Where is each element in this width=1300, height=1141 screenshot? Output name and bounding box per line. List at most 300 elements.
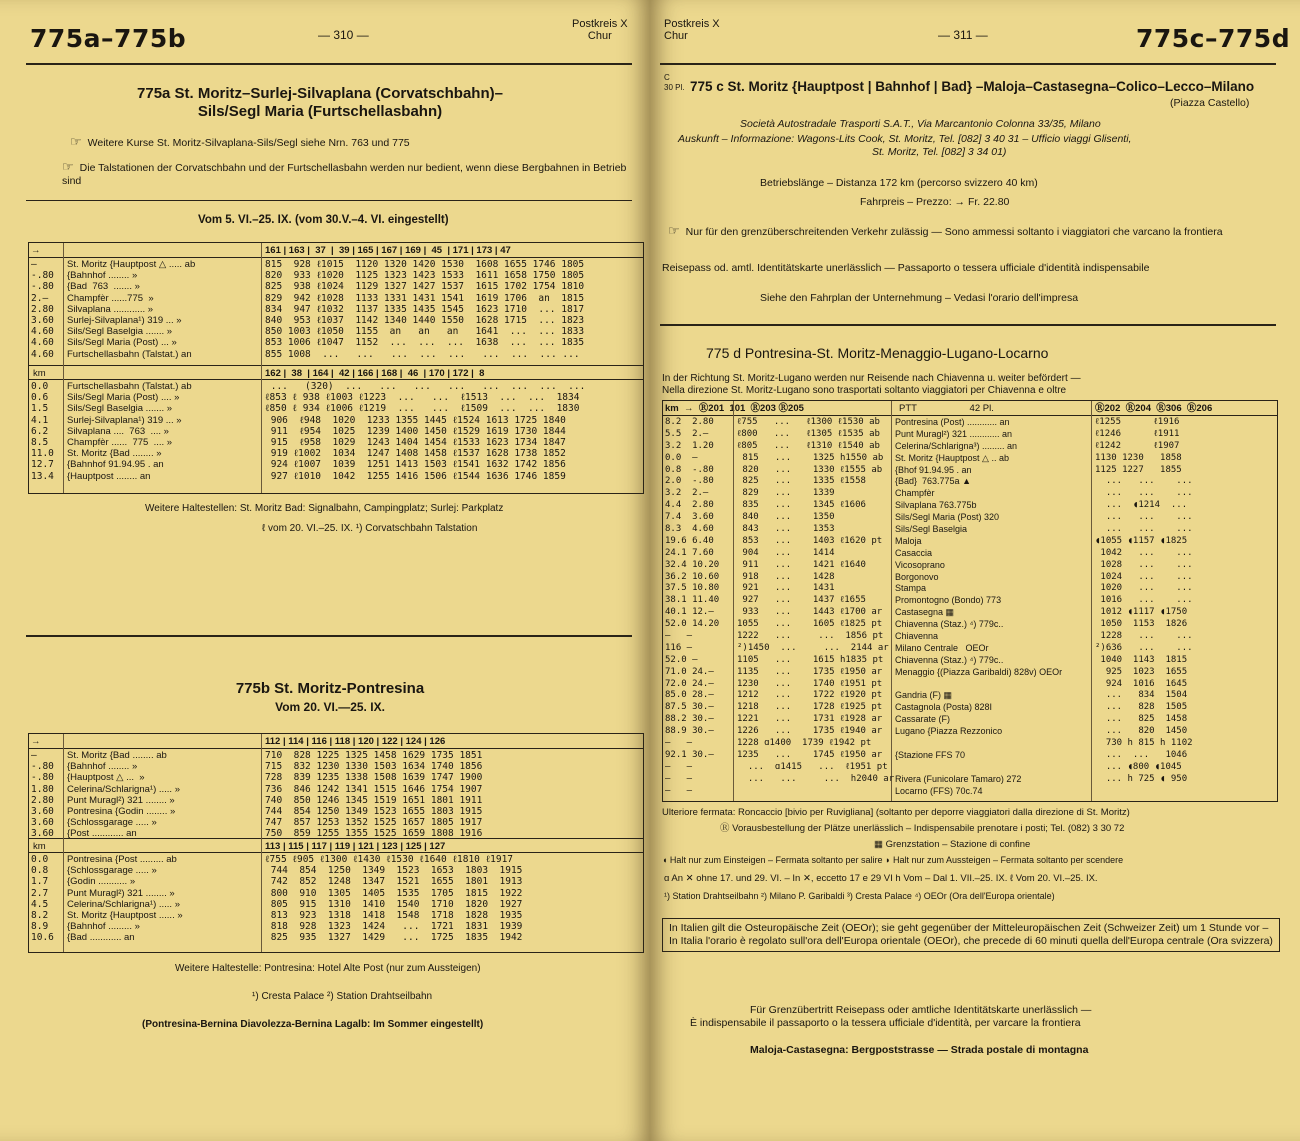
t775a-times-up <box>265 381 585 482</box>
time-row: 818 928 1323 1424 ... 1721 1831 1939 <box>265 921 523 933</box>
km-value: 85.0 28.— <box>665 690 714 701</box>
station-name: {Hauptpost △ ... » <box>67 772 145 784</box>
station-name: Maloja <box>895 535 922 546</box>
station-name: Castasegna ▦ <box>895 607 955 618</box>
departure-times: 829 ... 1339 <box>737 488 835 499</box>
km-value: — <box>31 259 37 270</box>
station-name: Furtschellasbahn (Talstat.) an <box>67 348 192 360</box>
station-name: Sils/Segl Maria (Post) 320 <box>895 512 1000 523</box>
time-row: 744 854 1250 1349 1523 1655 1803 1915 <box>265 805 483 817</box>
return-times: 1016 ... ... <box>1095 595 1193 606</box>
station-name: Pontresina {Godin ........ » <box>67 805 176 817</box>
t775c-info2: St. Moritz, Tel. [082] 3 34 01) <box>872 146 1007 158</box>
km-value: 1.5 <box>31 403 49 415</box>
time-row: 911 ℓ954 1025 1239 1400 1450 ℓ1529 1619 1730 1844 <box>265 425 566 437</box>
departure-times: ℓ805 ... ℓ1310 ℓ1540 ab <box>737 440 880 451</box>
departure-times: 1230 ... 1740 ℓ1951 pt <box>737 678 883 689</box>
station-name: Silvaplana 763.775b <box>895 500 977 511</box>
station-name: Surlej-Silvaplana¹) 319 ... » <box>67 414 182 426</box>
departure-times: ²)1450 ... ... 2144 ar <box>737 642 889 653</box>
time-row: 855 1008 ... ... ... ... ... ... ... ... ... <box>265 348 580 360</box>
km-value: 3.2 1.20 <box>665 440 714 451</box>
departure-times: 1218 ... 1728 ℓ1925 pt <box>737 702 883 713</box>
time-row: 906 ℓ948 1020 1233 1355 1445 ℓ1524 1613 1725 1840 <box>265 414 566 426</box>
return-times: ... ... ... <box>1095 476 1193 487</box>
station-name: St. Moritz {Hauptpost △ ..... ab <box>67 259 196 270</box>
return-times: 1028 ... ... <box>1095 559 1193 570</box>
km-value: -.80 <box>31 761 54 773</box>
km-value: 88.9 30.— <box>665 726 714 737</box>
time-row: 813 923 1318 1418 1548 1718 1828 1935 <box>265 909 523 921</box>
t775d-head-mid: PTT 42 Pl. <box>899 403 994 414</box>
km-value: -.80 <box>31 281 54 293</box>
km-value: 8.3 4.60 <box>665 524 714 535</box>
station-name: Castagnola (Posta) 828I <box>895 702 993 713</box>
station-name: Pontresina {Post ......... ab <box>67 854 177 865</box>
t775c-class: C 30 Pl. <box>664 73 685 92</box>
km-value: 11.0 <box>31 448 54 460</box>
km-value: 52.0 14.20 <box>665 619 720 630</box>
table-range-title: 775a–775b <box>30 24 187 53</box>
departure-times: 921 ... 1431 <box>737 583 835 594</box>
km-value: 3.60 <box>31 817 54 829</box>
right-page <box>650 0 1300 1141</box>
km-value: 40.1 12.— <box>665 607 714 618</box>
time-row: 715 832 1230 1330 1503 1634 1740 1856 <box>265 761 483 773</box>
km-value: 3.60 <box>31 828 54 840</box>
return-times: 1042 ... ... <box>1095 547 1193 558</box>
table-row <box>663 500 1277 512</box>
t775c-note1 <box>668 224 1268 239</box>
station-name: {Bad} 763.775a ▲ <box>895 476 971 487</box>
t775a-title-line1: 775a St. Moritz–Surlej-Silvaplana (Corvatschbahn)– <box>137 85 503 102</box>
station-name: Locarno (FFS) 70c.74 <box>895 785 983 796</box>
table-row <box>663 607 1277 619</box>
km-value: 52.0 — <box>665 654 698 665</box>
table-row <box>663 536 1277 548</box>
t775a-km-up <box>31 381 54 482</box>
km-value: 0.0 <box>31 381 49 392</box>
t775d-reservation: Ⓡ Vorausbestellung der Plätze unerlässlich – Indispensabile prenotare i posti; Tel. (082) 3 30 72 <box>720 823 1125 834</box>
km-value: 71.0 24.— <box>665 666 714 677</box>
time-row: 820 933 ℓ1020 1125 1323 1423 1533 1611 1658 1750 1805 <box>265 270 585 282</box>
t775d-footnotes: ¹) Station Drahtseilbahn ²) Milano P. Garibaldi ³) Cresta Palace ⁴) OEOr (Ora dell'Europa orientale) <box>664 891 1055 901</box>
station-name: {Schlossgarage ..... » <box>67 817 157 829</box>
table-row <box>663 548 1277 560</box>
departure-times: 853 ... 1403 ℓ1620 pt <box>737 535 883 546</box>
km-value: 1.7 <box>31 876 49 888</box>
time-row: 744 854 1250 1349 1523 1653 1803 1915 <box>265 865 523 877</box>
station-name: Champfèr ...... 775 .... » <box>67 436 173 448</box>
station-name: {Post ............ an <box>67 828 137 840</box>
grid-column <box>63 734 64 952</box>
station-name: {Bahnhof ......... » <box>67 921 140 933</box>
table-row <box>663 595 1277 607</box>
t775a-km-down <box>31 259 54 360</box>
t775b-timetable <box>28 733 644 953</box>
grid-line <box>29 852 643 853</box>
t775c-title: 775 c St. Moritz {Hauptpost | Bahnhof | Bad} –Maloja–Castasegna–Colico–Lecco–Milano <box>690 79 1255 94</box>
return-times: 1020 ... ... <box>1095 583 1193 594</box>
km-value: — <box>31 750 37 761</box>
t775d-head-left: km → Ⓡ201 101 Ⓡ203 Ⓡ205 <box>665 403 804 414</box>
grid-line <box>29 365 643 366</box>
t775d-title: 775 d Pontresina-St. Moritz-Menaggio-Lugano-Locarno <box>706 345 1049 361</box>
time-row: 736 846 1242 1341 1515 1646 1754 1907 <box>265 783 483 795</box>
t775a-times-down <box>265 259 584 360</box>
grid-line <box>29 379 643 380</box>
table-row <box>663 774 1277 786</box>
km-value: 4.1 <box>31 414 49 426</box>
t775a-note2-text: Die Talstationen der Corvatschbahn und der Furtschellasbahn werden nur bedient, wenn diese Bergbahnen in Betrieb sind <box>62 162 627 187</box>
time-row: 750 859 1255 1355 1525 1659 1808 1916 <box>265 828 483 840</box>
km-value: 87.5 30.— <box>665 702 714 713</box>
t775b-foot3: (Pontresina-Bernina Diavolezza-Bernina Lagalb: Im Sommer eingestellt) <box>142 1019 484 1030</box>
km-value: 24.1 7.60 <box>665 547 714 558</box>
departure-times: 1221 ... 1731 ℓ1928 ar <box>737 714 883 725</box>
border-note-de: Für Grenzübertritt Reisepass oder amtliche Identitätskarte unerlässlich — <box>750 1004 1092 1016</box>
departure-times: 815 ... 1325 h1550 ab <box>737 452 884 463</box>
station-name: Chiavenna (Staz.) ⁴) 779c.. <box>895 619 1004 630</box>
t775b-train-numbers-down: 112 | 114 | 116 | 118 | 120 | 122 | 124 | 126 <box>265 736 446 747</box>
table-row <box>663 429 1277 441</box>
station-name: {Bad 763 ....... » <box>67 281 140 293</box>
station-name: Cassarate (F) <box>895 714 951 725</box>
station-name: St. Moritz {Hauptpost ...... » <box>67 909 183 921</box>
station-name: {Schlossgarage ..... » <box>67 865 157 877</box>
table-row <box>663 488 1277 500</box>
table-range-title: 775c–775d <box>1136 24 1291 53</box>
table-row <box>663 465 1277 477</box>
return-times: ... ◖800 ◖1045 <box>1095 761 1182 772</box>
km-value: 8.2 2.80 <box>665 417 714 427</box>
time-row: 742 852 1248 1347 1521 1655 1801 1913 <box>265 876 523 888</box>
return-times: ... 825 1458 <box>1095 714 1188 725</box>
t775b-times-down <box>265 750 482 840</box>
station-name: Celerina/Schlarigna³) ......... an <box>895 440 1018 451</box>
t775c-note1-text: Nur für den grenzüberschreitenden Verkehr zulässig — Sono ammessi soltanto i viaggiatori che varcano la frontiera <box>685 226 1223 238</box>
table-row <box>663 476 1277 488</box>
table-row <box>663 560 1277 572</box>
departure-times: 1212 ... 1722 ℓ1920 pt <box>737 690 883 701</box>
station-name: Champfèr ......775 » <box>67 292 154 304</box>
table-row <box>663 441 1277 453</box>
return-times: 730 h 815 h 1102 <box>1095 738 1193 749</box>
km-value: 1.80 <box>31 783 54 795</box>
departure-times: 918 ... 1428 <box>737 571 835 582</box>
station-name: Vicosoprano <box>895 559 945 570</box>
station-name: Punt Muragl²) 321 ............ an <box>895 428 1013 439</box>
table-row <box>663 643 1277 655</box>
return-times: ... 820 1450 <box>1095 726 1188 737</box>
t775c-info1: Auskunft – Informazione: Wagons-Lits Cook, St. Moritz, Tel. [082] 3 40 31 – Ufficio viaggi Glisenti, <box>678 133 1132 145</box>
time-row: ℓ850 ℓ 934 ℓ1006 ℓ1219 ... ... ℓ1509 ... ... 1830 <box>265 403 580 415</box>
station-name: {Bahnhof ........ » <box>67 761 138 773</box>
station-name: Menaggio {(Piazza Garibaldi) 828v) OEOr <box>895 666 1063 677</box>
t775c-subtitle: (Piazza Castello) <box>1170 97 1250 109</box>
km-value: 2.80 <box>31 794 54 806</box>
return-times: 1040 1143 1815 <box>1095 654 1188 665</box>
station-name: Sils/Segl Baselgia <box>895 524 968 535</box>
table-row <box>663 762 1277 774</box>
return-times: 1130 1230 1858 <box>1095 452 1182 463</box>
station-name: {Hauptpost ........ an <box>67 470 151 482</box>
time-row: 850 1003 ℓ1050 1155 an an an 1641 ... ... 1833 <box>265 326 585 338</box>
t775c-note2: Reisepass od. amtl. Identitätskarte unerlässlich — Passaporto o tessera ufficiale d'identità indispensabile <box>662 262 1150 274</box>
km-value: 7.4 3.60 <box>665 512 714 523</box>
t775b-title-line1: 775b St. Moritz-Pontresina <box>235 680 425 697</box>
departure-times: ℓ800 ... ℓ1305 ℓ1535 ab <box>737 428 880 439</box>
t775c-operator: Società Autostradale Trasporti S.A.T., Via Marcantonio Colonna 33/35, Milano <box>740 118 1101 130</box>
return-times: ◖1055 ◖1157 ◖1825 <box>1095 535 1188 546</box>
return-times: ... 834 1504 <box>1095 690 1188 701</box>
t775a-foot2: ℓ vom 20. VI.–25. IX. ¹) Corvatschbahn Talstation <box>262 523 478 534</box>
station-name: Silvaplana .... 763 .... » <box>67 425 169 437</box>
arrow-label: → <box>31 245 41 256</box>
border-note-it: È indispensabile il passaporto o la tessera ufficiale d'identità, per varcare la frontiera <box>690 1017 1081 1029</box>
km-value: 12.7 <box>31 459 54 471</box>
t775c-length: Betriebslänge – Distanza 172 km (percorso svizzero 40 km) <box>760 177 1038 189</box>
station-name: Furtschellasbahn (Talstat.) ab <box>67 381 192 392</box>
right-page-header <box>650 18 1300 68</box>
t775d-timetable <box>662 400 1278 802</box>
time-row: 747 857 1253 1352 1525 1657 1805 1917 <box>265 817 483 829</box>
station-name: Celerina/Schlarigna¹) ..... » <box>67 898 180 910</box>
table-row <box>663 453 1277 465</box>
departure-times: 1055 ... 1605 ℓ1825 pt <box>737 619 883 630</box>
station-name: {Stazione FFS 70 <box>895 749 966 760</box>
km-value: 38.1 11.40 <box>665 595 720 606</box>
station-name: {Bhof 91.94.95 . an <box>895 464 972 475</box>
km-value: 92.1 30.— <box>665 749 714 760</box>
header-rule <box>660 63 1276 65</box>
page-number: — 311 — <box>938 28 988 42</box>
arrow-label: → <box>31 736 41 747</box>
station-name: Gandria (F) ▦ <box>895 690 953 701</box>
station-name: Chiavenna <box>895 631 939 642</box>
station-name: Punt Muragl²) 321 ........ » <box>67 887 175 899</box>
km-value: 8.5 <box>31 436 49 448</box>
t775a-note1 <box>70 135 620 150</box>
station-name: Rivera (Funicolare Tamaro) 272 <box>895 773 1022 784</box>
t775d-legend: ɑ An ✕ ohne 17. und 29. VI. – In ✕, eccetto 17 e 29 VI h Vom – Dal 1. VII.–25. IX. ℓ Vom 20. VI.–25. IX. <box>664 873 1098 884</box>
departure-times: 904 ... 1414 <box>737 547 835 558</box>
table-row <box>663 667 1277 679</box>
time-row: ℓ853 ℓ 938 ℓ1003 ℓ1223 ... ... ℓ1513 ... ... 1834 <box>265 392 580 404</box>
station-name: Silvaplana ............ » <box>67 303 154 315</box>
departure-times: 840 ... 1350 <box>737 512 835 523</box>
return-times: 1125 1227 1855 <box>1095 464 1182 475</box>
time-row: 840 953 ℓ1037 1142 1340 1440 1550 1628 1715 ... 1823 <box>265 314 585 326</box>
time-row: 924 ℓ1007 1039 1251 1413 1503 ℓ1541 1632 1742 1856 <box>265 459 566 471</box>
km-value: 37.5 10.80 <box>665 583 720 594</box>
km-value: 2.0 -.80 <box>665 476 714 487</box>
station-name: Punt Muragl²) 321 ........ » <box>67 794 175 806</box>
time-row: 829 942 ℓ1028 1133 1331 1431 1541 1619 1706 an 1815 <box>265 292 585 304</box>
table-row <box>663 786 1277 798</box>
station-name: Sils/Segl Maria (Post) ... » <box>67 337 177 349</box>
table-row <box>663 583 1277 595</box>
km-label: km <box>33 841 46 852</box>
table-row <box>663 619 1277 631</box>
table-row <box>663 714 1277 726</box>
station-name: Sils/Segl Baselgia ....... » <box>67 403 173 415</box>
grid-column <box>261 243 262 493</box>
station-name: Champfèr <box>895 488 935 499</box>
t775b-foot2: ¹) Cresta Palace ²) Station Drahtseilbahn <box>252 991 433 1002</box>
departure-times: 835 ... 1345 ℓ1606 <box>737 500 866 511</box>
t775d-border-station: ▦ Grenzstation – Stazione di confine <box>874 839 1031 850</box>
return-times: ²)636 ... ... <box>1095 642 1193 653</box>
t775d-halt-note: ◖ Halt nur zum Einsteigen – Fermata soltanto per salire ◗ Halt nur zum Aussteigen – Fermata soltanto per scendere <box>662 855 1124 865</box>
km-value: — — <box>665 773 693 784</box>
station-name: {Bahnhof 91.94.95 . an <box>67 459 164 471</box>
km-value: — — <box>665 631 693 642</box>
departure-times: ... ɑ1415 ... ℓ1951 pt <box>737 761 888 772</box>
km-value: 8.9 <box>31 921 49 933</box>
time-zone-notice: In Italien gilt die Osteuropäische Zeit (OEOr); sie geht gegenüber der Mitteleuropäischen Zeit (Schweizer Zeit) um 1 Stunde vor – In Italia l'orario è regolato sull'ora dell'Europa orientale (OEOr), che precede di 60 minuti quella dell'Europa centrale (Ora svizzera) <box>662 918 1280 952</box>
time-row: 927 ℓ1010 1042 1255 1416 1506 ℓ1544 1636 1746 1859 <box>265 470 566 482</box>
t775a-train-numbers-down: 161 | 163 | 37 | 39 | 165 | 167 | 169 | 45 | 171 | 173 | 47 <box>265 245 511 256</box>
departure-times: ℓ755 ... ℓ1300 ℓ1530 ab <box>737 417 880 427</box>
t775c-fare: Fahrpreis – Prezzo: → Fr. 22.80 <box>860 196 1010 208</box>
km-value: 0.0 — <box>665 452 698 463</box>
time-row: 825 935 1327 1429 ... 1725 1835 1942 <box>265 932 523 944</box>
t775a-foot1: Weitere Haltestellen: St. Moritz Bad: Signalbahn, Campingplatz; Surlej: Parkplatz <box>145 503 504 514</box>
departure-times: 1226 ... 1735 ℓ1940 ar <box>737 726 883 737</box>
departure-times: 820 ... 1330 ℓ1555 ab <box>737 464 883 475</box>
section-rule <box>660 324 1276 326</box>
return-times: ... ... ... <box>1095 488 1193 499</box>
pointing-hand-icon: ☞ <box>668 223 680 238</box>
section-rule <box>26 635 632 637</box>
station-name: St. Moritz {Bad ........ » <box>67 448 162 460</box>
km-value: 2.— <box>31 292 49 304</box>
km-value: 88.2 30.— <box>665 714 714 725</box>
t775b-km-down <box>31 750 54 840</box>
pointing-hand-icon: ☞ <box>62 159 74 174</box>
return-times: ... ... 1046 <box>1095 749 1188 760</box>
t775a-title-line2: Sils/Segl Maria (Furtschellasbahn) <box>197 103 443 120</box>
departure-times: 933 ... 1443 ℓ1700 ar <box>737 607 883 618</box>
station-name: {Godin ........... » <box>67 876 136 888</box>
km-value: 2.80 <box>31 303 54 315</box>
section-rule <box>26 200 632 201</box>
km-value: 36.2 10.60 <box>665 571 720 582</box>
time-row: 834 947 ℓ1032 1137 1335 1435 1545 1623 1710 ... 1817 <box>265 303 585 315</box>
station-name: Promontogno (Bondo) 773 <box>895 595 1002 606</box>
return-times: ℓ1246 ℓ1911 <box>1095 428 1180 439</box>
station-name: Borgonovo <box>895 571 939 582</box>
time-row: 853 1006 ℓ1047 1152 ... ... ... 1638 ... ... 1835 <box>265 337 585 349</box>
departure-times: 1228 ɑ1400 1739 ℓ1942 pt <box>737 738 872 749</box>
station-name: Pontresina (Post) ............ an <box>895 417 1010 427</box>
km-value: 0.8 <box>31 865 49 877</box>
table-row <box>663 679 1277 691</box>
km-value: -.80 <box>31 772 54 784</box>
km-value: 3.2 2.— <box>665 488 709 499</box>
km-value: 0.8 -.80 <box>665 464 714 475</box>
km-value: 4.60 <box>31 348 54 360</box>
table-row <box>663 726 1277 738</box>
grid-line <box>663 415 1277 416</box>
postkreis-label: Postkreis X Chur <box>572 18 628 42</box>
return-times: ... ... ... <box>1095 512 1193 523</box>
time-row: 805 915 1310 1410 1540 1710 1820 1927 <box>265 898 523 910</box>
table-row <box>663 572 1277 584</box>
station-name: Sils/Segl Maria (Post) .... » <box>67 392 180 404</box>
grid-line <box>29 257 643 258</box>
time-row: ℓ755 ℓ905 ℓ1300 ℓ1430 ℓ1530 ℓ1640 ℓ1810 ℓ1917 <box>265 854 514 865</box>
return-times: ... 828 1505 <box>1095 702 1188 713</box>
t775b-foot1: Weitere Haltestelle: Pontresina: Hotel Alte Post (nur zum Aussteigen) <box>175 963 481 974</box>
t775d-intro1: In der Richtung St. Moritz-Lugano werden nur Reisende nach Chiavenna u. weiter befördert — <box>662 373 1081 384</box>
departure-times: 1222 ... ... 1856 pt <box>737 631 884 642</box>
return-times: 1050 1153 1826 <box>1095 619 1188 630</box>
table-row <box>663 655 1277 667</box>
t775b-stations-up <box>67 854 183 944</box>
station-name: Lugano {Piazza Rezzonico <box>895 726 1003 737</box>
departure-times: 911 ... 1421 ℓ1640 <box>737 559 866 570</box>
t775d-rows <box>663 417 1277 798</box>
km-value: 0.6 <box>31 392 49 404</box>
km-value: 3.60 <box>31 805 54 817</box>
km-value: 5.5 2.— <box>665 428 709 439</box>
km-value: 13.4 <box>31 470 54 482</box>
table-row <box>663 750 1277 762</box>
station-name: Surlej-Silvaplana¹) 319 ... » <box>67 314 182 326</box>
time-row: 825 938 ℓ1024 1129 1327 1427 1537 1615 1702 1754 1810 <box>265 281 585 293</box>
departure-times: ... ... ... h2040 ar <box>737 773 895 784</box>
station-name: Casaccia <box>895 547 933 558</box>
km-value: 3.60 <box>31 314 54 326</box>
km-value: -.80 <box>31 270 54 282</box>
station-name: {Bahnhof ........ » <box>67 270 138 282</box>
time-row: 728 839 1235 1338 1508 1639 1747 1900 <box>265 772 483 784</box>
t775b-km-up <box>31 854 54 944</box>
t775d-head-right: Ⓡ202 Ⓡ204 Ⓡ306 Ⓡ206 <box>1095 403 1213 414</box>
return-times: 1012 ◖1117 ◖1750 <box>1095 607 1188 618</box>
departure-times: 843 ... 1353 <box>737 524 835 535</box>
return-times: 924 1016 1645 <box>1095 678 1188 689</box>
km-value: 6.2 <box>31 425 49 437</box>
return-times: ... ... ... <box>1095 524 1193 535</box>
time-row: 915 ℓ958 1029 1243 1404 1454 ℓ1533 1623 1734 1847 <box>265 436 566 448</box>
t775d-intro2: Nella direzione St. Moritz-Lugano sono trasportati soltanto viaggiatori per Chiavenna e oltre <box>662 385 1067 396</box>
km-value: — — <box>665 785 693 796</box>
km-label: km <box>33 368 46 379</box>
left-page-header <box>0 18 650 68</box>
time-row: 740 850 1246 1345 1519 1651 1801 1911 <box>265 794 483 806</box>
station-name: Stampa <box>895 583 927 594</box>
return-times: 1024 ... ... <box>1095 571 1193 582</box>
station-name: Milano Centrale OEOr <box>895 642 989 653</box>
t775a-train-numbers-up: 162 | 38 | 164 | 42 | 166 | 168 | 46 | 170 | 172 | 8 <box>265 368 485 379</box>
station-name: St. Moritz {Bad ........ ab <box>67 750 167 761</box>
km-value: 32.4 10.20 <box>665 559 720 570</box>
time-row: 919 ℓ1002 1034 1247 1408 1458 ℓ1537 1628 1738 1852 <box>265 448 566 460</box>
t775b-title-line2: Vom 20. VI.—25. IX. <box>275 700 385 714</box>
page-number: — 310 — <box>318 28 369 42</box>
t775a-validity: Vom 5. VI.–25. IX. (vom 30.V.–4. VI. eingestellt) <box>198 214 449 226</box>
station-name: Sils/Segl Baselgia ....... » <box>67 326 173 338</box>
km-value: 10.6 <box>31 932 54 944</box>
time-row: 800 910 1305 1405 1535 1705 1815 1922 <box>265 887 523 899</box>
km-value: 19.6 6.40 <box>665 535 714 546</box>
t775b-title <box>100 680 560 716</box>
departure-times: 825 ... 1335 ℓ1558 <box>737 476 866 487</box>
t775d-ulterior: Ulteriore fermata: Roncaccio [bivio per Ruvigliana] (soltanto per deporre viaggiatori dalla direzione di St. Moritz) <box>662 807 1130 818</box>
